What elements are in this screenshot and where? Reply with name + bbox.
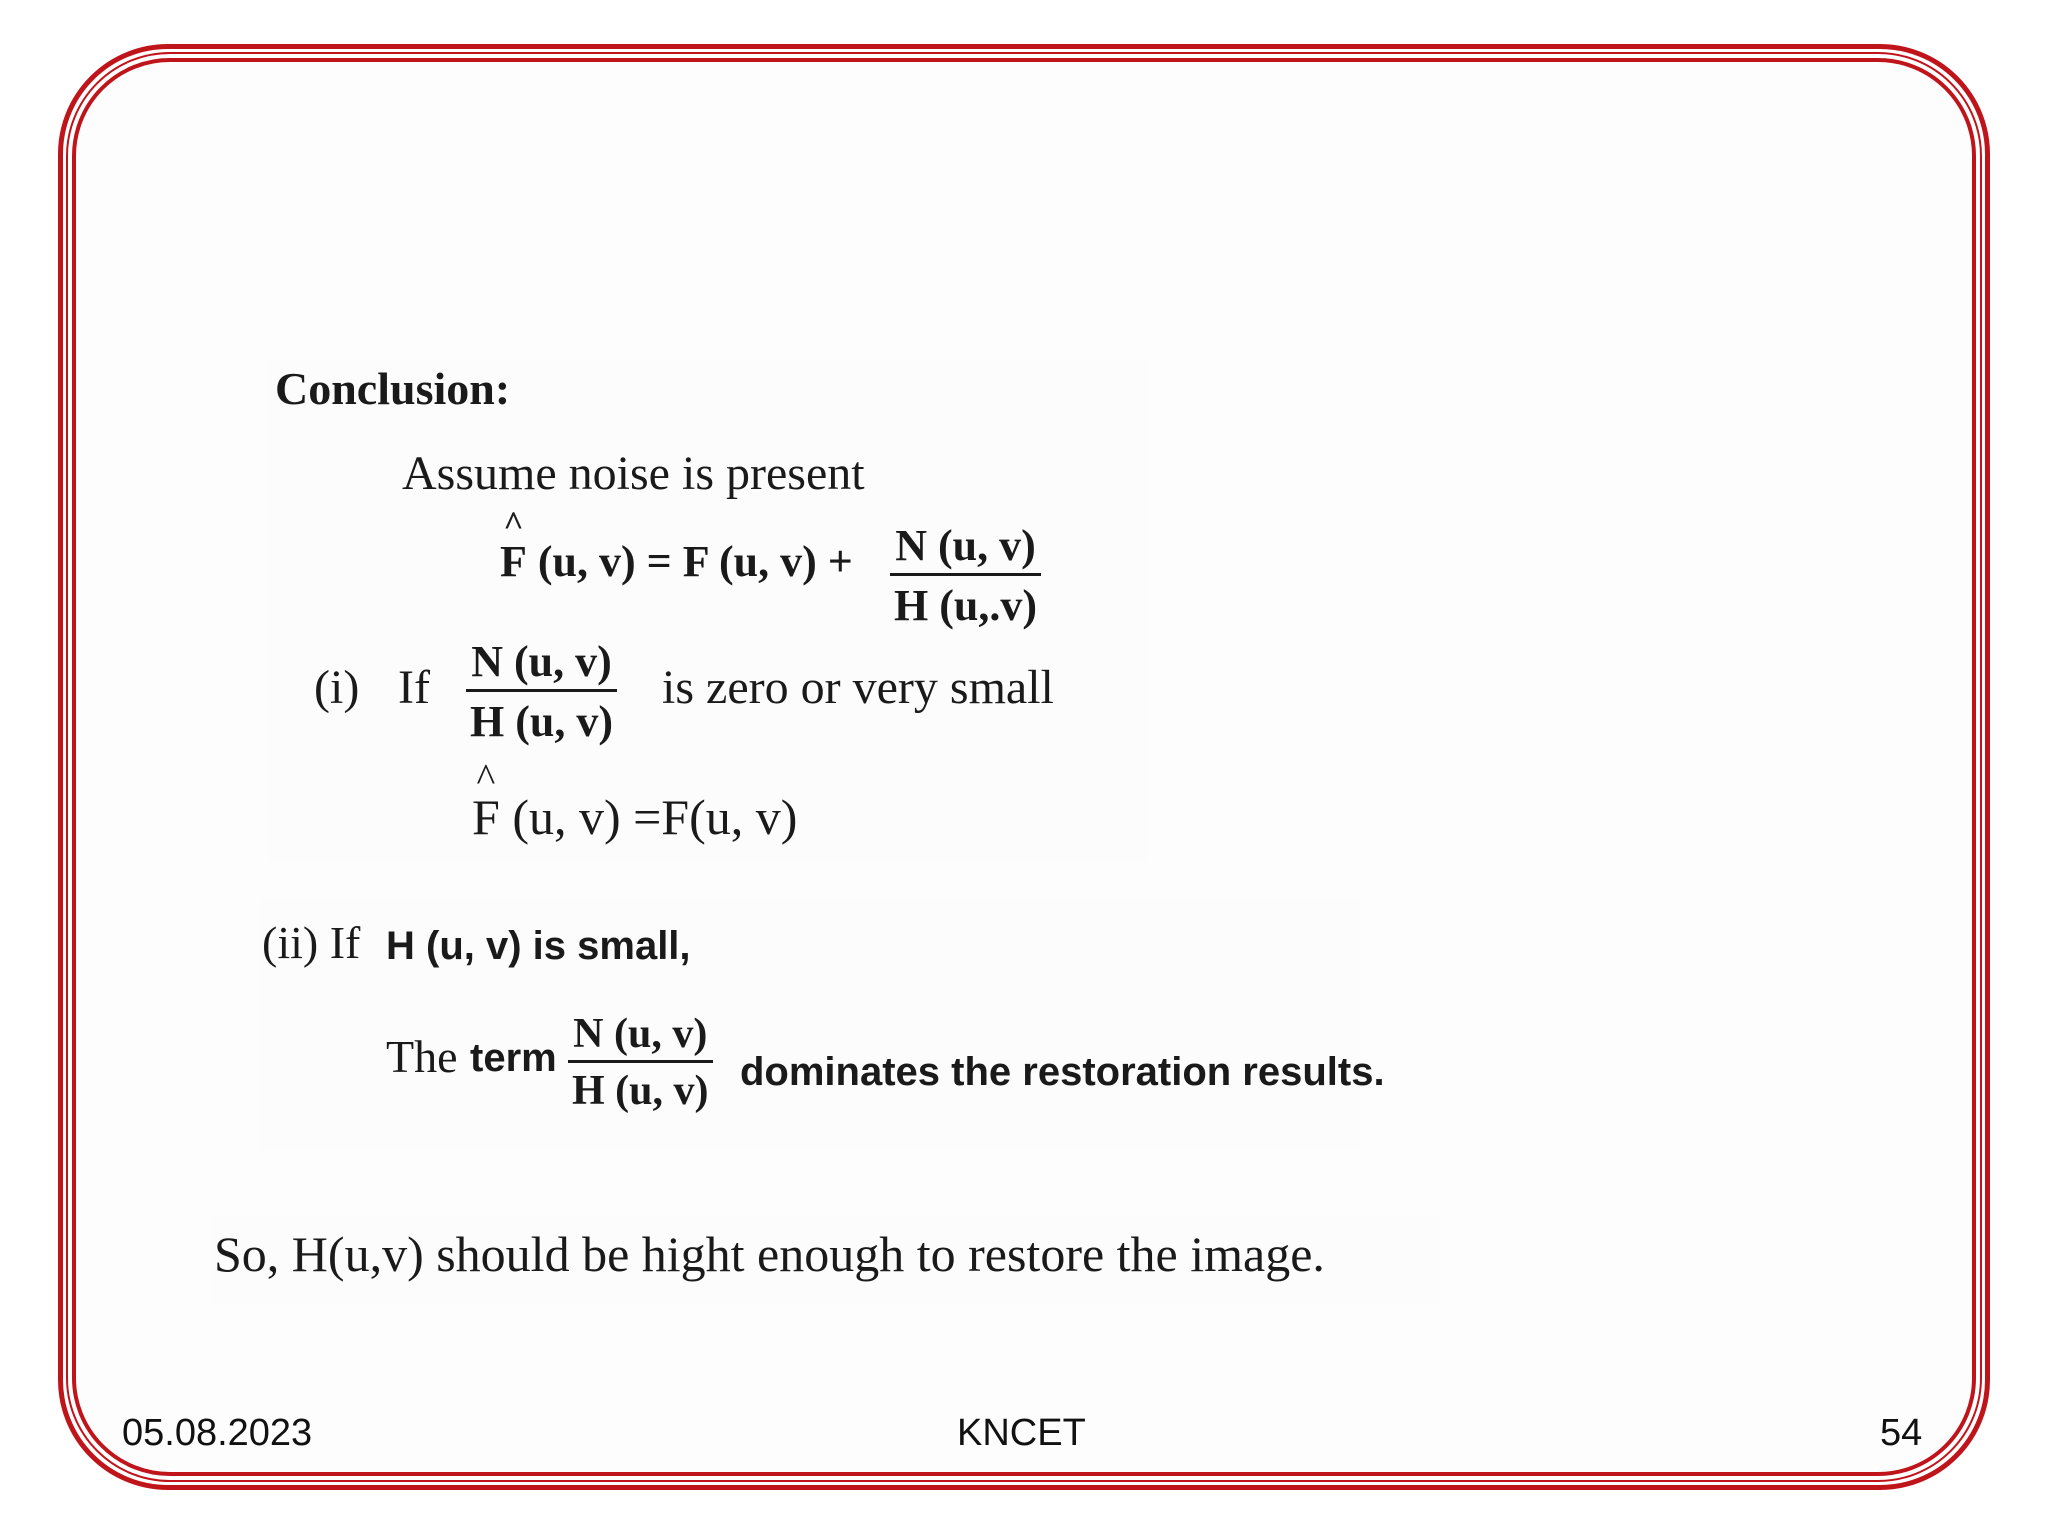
case2-the: The	[386, 1031, 458, 1082]
case2-condition: H (u, v) is small,	[386, 924, 691, 968]
case1-result	[472, 755, 798, 846]
fraction-denominator: H (u, v)	[572, 1068, 709, 1114]
footer-page-number: 54	[1880, 1412, 1923, 1454]
case2-result: dominates the restoration results.	[740, 1050, 1385, 1094]
f-hat-symbol: F	[472, 789, 500, 845]
case2-marker: (ii) If	[262, 917, 361, 968]
case1-condition: is zero or very small	[662, 661, 1054, 714]
case2-fraction	[568, 1010, 713, 1115]
fraction-bar	[890, 573, 1041, 576]
case1-if: If	[398, 661, 430, 714]
fraction-numerator: N (u, v)	[573, 1011, 708, 1057]
equation-main-lhs	[500, 504, 527, 587]
case1-result-rhs: (u, v) =F(u, v)	[512, 789, 798, 845]
case1-marker: (i)	[314, 661, 360, 714]
fraction-denominator: H (u,.v)	[894, 581, 1037, 630]
summary-text: So, H(u,v) should be hight enough to restore the image.	[214, 1226, 1325, 1282]
case1-result-lhs	[472, 755, 500, 846]
heading: Conclusion:	[275, 363, 511, 414]
fraction-bar	[568, 1060, 713, 1063]
equation-main-rhs: (u, v) = F (u, v) +	[537, 537, 853, 586]
case1-fraction	[466, 636, 617, 747]
fraction-numerator: N (u, v)	[471, 637, 612, 686]
fraction-denominator: H (u, v)	[470, 697, 613, 746]
case2-term: term	[470, 1036, 557, 1080]
footer-date: 05.08.2023	[122, 1412, 313, 1454]
equation-main-fraction	[890, 520, 1041, 631]
f-hat-symbol: F	[500, 537, 527, 586]
fraction-numerator: N (u, v)	[895, 521, 1036, 570]
hat-symbol: ^	[476, 755, 496, 800]
intro-text: Assume noise is present	[402, 447, 865, 500]
footer-org: KNCET	[957, 1412, 1086, 1454]
hat-symbol: ^	[503, 504, 524, 543]
fraction-bar	[466, 689, 617, 692]
equation-main	[500, 504, 853, 587]
